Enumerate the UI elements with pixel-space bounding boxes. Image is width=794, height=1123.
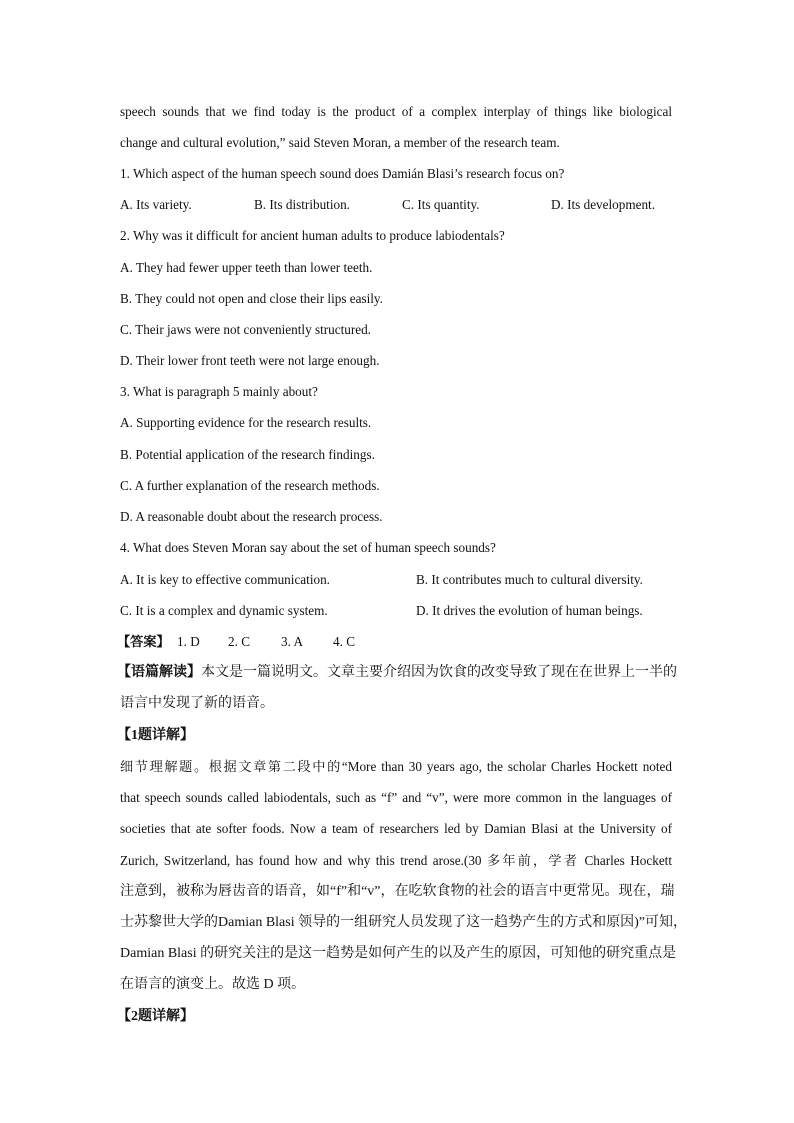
question-option: A. Supporting evidence for the research results. bbox=[120, 415, 372, 430]
interpretation-label: 【语篇解读】 bbox=[117, 665, 201, 680]
question-option: B. Its distribution. bbox=[254, 197, 350, 212]
question-option: A. They had fewer upper teeth than lower teeth. bbox=[120, 260, 373, 275]
question-option: A. It is key to effective communication. bbox=[120, 572, 330, 587]
answer-value: 3. A bbox=[281, 634, 303, 649]
answer-value: 1. D bbox=[177, 634, 200, 649]
passage-line: speech sounds that we find today is the product of a complex interplay of things like biological bbox=[120, 104, 672, 119]
question-stem: 3. What is paragraph 5 mainly about? bbox=[120, 384, 318, 399]
question-option: C. Their jaws were not conveniently structured. bbox=[120, 322, 371, 337]
explanation-line: that speech sounds called labiodentals, such as “f” and “v”, were more common in the languages of bbox=[120, 790, 672, 805]
answer-value: 4. C bbox=[333, 634, 355, 649]
question-stem: 1. Which aspect of the human speech sound does Damián Blasi’s research focus on? bbox=[120, 166, 565, 181]
section-heading: 【1题详解】 bbox=[117, 728, 194, 743]
explanation-line: societies that ate softer foods. Now a team of researchers led by Damian Blasi at the University of bbox=[120, 821, 672, 836]
explanation-line: 在语言的演变上。故选 D 项。 bbox=[120, 977, 306, 992]
question-option: D. A reasonable doubt about the research process. bbox=[120, 509, 383, 524]
interpretation-text: 语言中发现了新的语音。 bbox=[120, 696, 274, 711]
explanation-line: 注意到，被称为唇齿音的语音，如“f”和“v”，在吃软食物的社会的语言中更常见。现在，瑞 bbox=[120, 884, 675, 899]
answer-value: 2. C bbox=[228, 634, 250, 649]
question-option: C. It is a complex and dynamic system. bbox=[120, 603, 328, 618]
question-option: B. It contributes much to cultural diversity. bbox=[416, 572, 643, 587]
interpretation-text: 本文是一篇说明文。文章主要介绍因为饮食的改变导致了现在在世界上一半的 bbox=[201, 665, 677, 680]
question-stem: 4. What does Steven Moran say about the set of human speech sounds? bbox=[120, 540, 496, 555]
question-option: D. It drives the evolution of human beings. bbox=[416, 603, 643, 618]
interpretation-paragraph bbox=[117, 664, 677, 682]
explanation-line: 士苏黎世大学的Damian Blasi 领导的一组研究人员发现了这一趋势产生的方式和原因)”可知， bbox=[120, 915, 687, 930]
answer-label: 【答案】 bbox=[117, 634, 170, 649]
question-option: C. A further explanation of the research methods. bbox=[120, 478, 380, 493]
passage-line: change and cultural evolution,” said Steven Moran, a member of the research team. bbox=[120, 135, 560, 150]
explanation-line: Zurich, Switzerland, has found how and why this trend arose.(30 多年前，学者 Charles Hockett bbox=[120, 853, 672, 868]
explanation-line: 细节理解题。根据文章第二段中的“More than 30 years ago, the scholar Charles Hockett noted bbox=[120, 759, 672, 774]
question-option: A. Its variety. bbox=[120, 197, 192, 212]
question-stem: 2. Why was it difficult for ancient human adults to produce labiodentals? bbox=[120, 228, 505, 243]
question-option: B. They could not open and close their lips easily. bbox=[120, 291, 383, 306]
question-option: D. Their lower front teeth were not large enough. bbox=[120, 353, 380, 368]
question-option: B. Potential application of the research findings. bbox=[120, 447, 375, 462]
section-heading: 【2题详解】 bbox=[117, 1009, 194, 1024]
explanation-line: Damian Blasi 的研究关注的是这一趋势是如何产生的以及产生的原因，可知他的研究重点是 bbox=[120, 946, 677, 961]
question-option: D. Its development. bbox=[551, 197, 656, 212]
question-option: C. Its quantity. bbox=[402, 197, 480, 212]
